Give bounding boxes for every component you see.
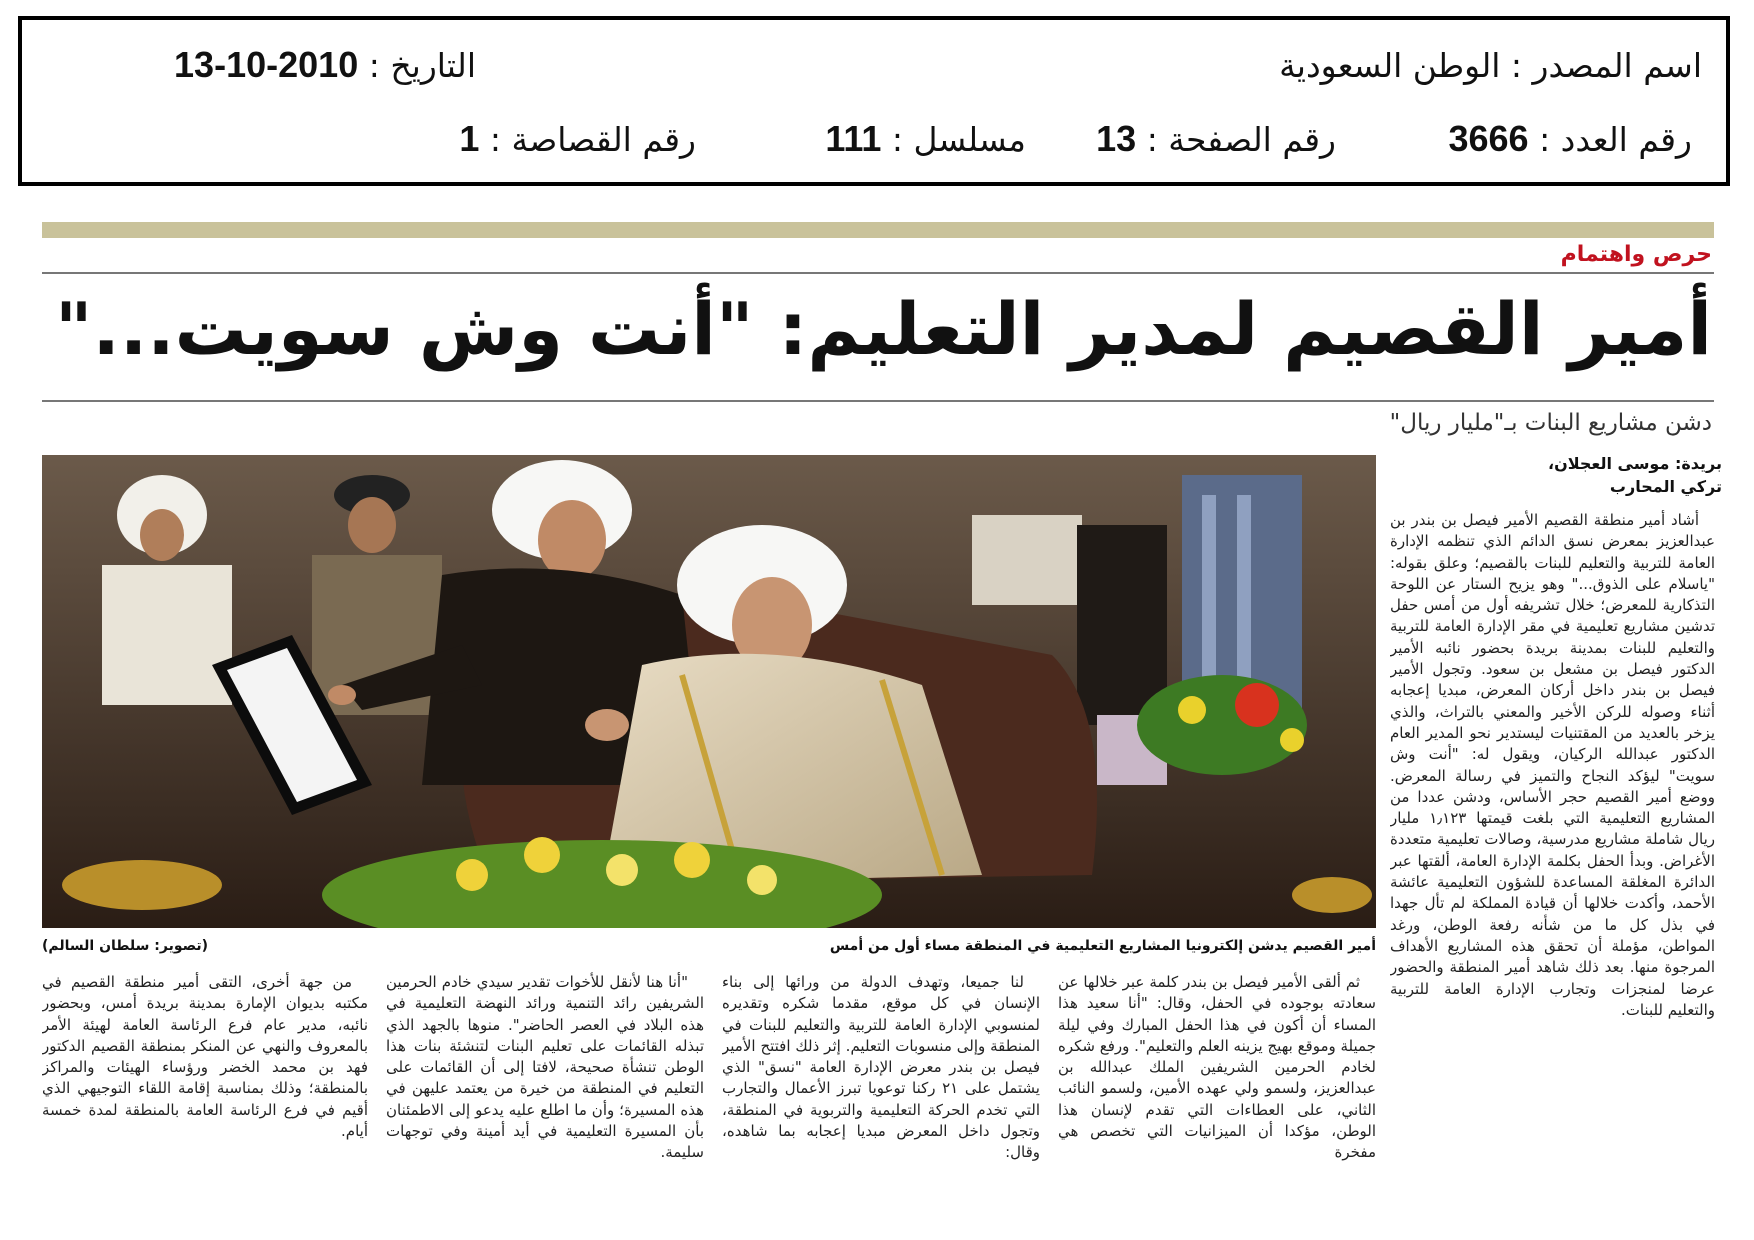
date-field [174,44,476,86]
article-photo [42,455,1376,928]
issue-value: 3666 [1448,118,1529,159]
clip-value: 1 [459,118,480,159]
article-column-5 [42,972,368,1210]
article-headline: أمير القصيم لمدير التعليم: "أنت وش سويت..." [55,287,1712,371]
section-divider [42,272,1714,274]
photo-caption-bar [42,938,1376,962]
article-column-4 [386,972,704,1210]
column-4-text: "أنا هنا لأنقل للأخوات تقدير سيدي خادم الحرمين الشريفين رائد التنمية ورائد النهضة التعليمية في هذه البلاد في العصر الحاضر". منوها بالجهد الذي تبذله القائمات على تعليم البنات لتنشئة بنات هذا الوطن تنشأة صحيحة، لافتا إلى أن القائمات على التعليم في المنطقة من خيرة من يعتمد عليهن في هذه المسيرة؛ وأن ما اطلع عليه يدعو إلى الاطمئنان بأن المسيرة التعليمية في أيد أمينة وفي توجهات سليمة. [386,973,704,1162]
clipping-metadata-box [18,16,1730,186]
article-column-1 [1390,510,1715,1210]
issue-label: رقم العدد : [1539,120,1692,159]
serial-label: مسلسل : [891,120,1026,159]
source-label: اسم المصدر : الوطن السعودية [1279,46,1702,85]
photo-illustration [42,455,1376,928]
byline-line-1: بريدة: موسى العجلان، [1548,454,1722,473]
headline-divider [42,400,1714,402]
clip-field [459,118,696,160]
byline-line-2: تركي المحارب [1609,477,1722,497]
clip-label: رقم القصاصة : [489,120,696,159]
column-3-text: لنا جميعا، وتهدف الدولة من ورائها إلى بناء الإنسان في كل موقع، مقدما شكره وتقديره لمنسوبي الإدارة العامة للتربية والتعليم للبنات في المنطقة وإلى منسوبات التعليم. إثر ذلك افتتح الأمير فيصل بن بندر معرض الإدارة العامة "نسق" الذي يشتمل على ٢١ ركنا توعويا تبرز الأعمال والتجارب التي تخدم الحركة التعليمية والتربوية في المنطقة، وتجول داخل المعرض مبديا إعجابه بما شاهده، وقال: [722,973,1040,1162]
date-value: 2010-10-13 [174,44,359,85]
page-value: 13 [1096,118,1137,159]
article-subheadline: دشن مشاريع البنات بـ"مليار ريال" [1389,410,1712,436]
serial-field [825,118,1026,160]
article-byline [1532,452,1722,498]
serial-value: 111 [825,118,882,159]
section-label: حرص واهتمام [1560,242,1712,267]
article-column-3 [722,972,1040,1210]
column-5-text: من جهة أخرى، التقى أمير منطقة القصيم في مكتبه بديوان الإمارة بمدينة بريدة أمس، وبحضور نائبه، مدير عام فرع الرئاسة العامة لهيئة الأمر بالمعروف والنهي عن المنكر بمنطقة القصيم الدكتور فهد بن محمد الخضر ورؤساء الهيئات والمراكز بالمنطقة؛ وذلك بمناسبة إقامة اللقاء التوجيهي الذي أقيم في فرع الرئاسة العامة بالمنطقة لمدة خمسة أيام. [42,973,368,1141]
page-field [1096,118,1336,160]
date-label: التاريخ : [368,46,476,85]
photo-credit: (تصوير: سلطان السالم) [42,938,209,954]
page-label: رقم الصفحة : [1146,120,1336,159]
photo-caption: أمير القصيم يدشن إلكترونيا المشاريع التعليمية في المنطقة مساء أول من أمس [829,938,1376,954]
top-band [42,222,1714,238]
column-2-text: ثم ألقى الأمير فيصل بن بندر كلمة عبر خلالها عن سعادته بوجوده في الحفل، وقال: "أنا سعيد هذا المساء أن أكون في هذا الحفل المبارك وفي ليلة جميلة وموقع بهيج يزينه العلم والتعليم". ورفع شكره لخادم الحرمين الشريفين الملك عبدالله بن عبدالعزيز، ولسمو ولي عهده الأمين، ولسمو النائب الثاني، على العطاءات التي تقدم لإنسان هذا الوطن، مؤكدا أن الميزانيات التي تخصص هي مفخرة [1058,973,1376,1162]
issue-field [1448,118,1692,160]
source-field [1279,46,1702,85]
column-1-text: أشاد أمير منطقة القصيم الأمير فيصل بن بندر بن عبدالعزيز بمعرض نسق الدائم الذي تنظمه الإدارة العامة للتربية والتعليم للبنات بالقصيم؛ وعلق بقوله: "ياسلام على الذوق..." وهو يزيح الستار عن اللوحة التذكارية للمعرض؛ خلال تشريفه أول من أمس حفل تدشين مشاريع تعليمية في مقر الإدارة العامة للتربية والتعليم للبنات بمدينة بريدة بحضور نائبه الأمير الدكتور فيصل بن مشعل بن سعود. وتجول الأمير فيصل بن بندر داخل أركان المعرض، مبديا إعجابه أثناء وصوله للركن الأخير والمعني بالتراث، والذي يزخر بالعديد من المقتنيات ليستدير نحو المدير العام الدكتور عبدالله الركيان، ويقول له: "أنت وش سويت" ليؤكد النجاح والتميز في رسالة المعرض. ووضع أمير القصيم حجر الأساس، ودشن عددا من المشاريع التعليمية التي بلغت قيمتها ١٫١٢٣ مليار ريال شاملة مشاريع مدرسية، وصالات تعليمية متعددة الأغراض. وبدأ الحفل بكلمة الإدارة العامة، ألقتها عبر الدائرة المغلقة المساعدة للشؤون التعليمية عائشة الأحمد، وأكدت خلالها أن قيادة المملكة لم تأل جهدا في بذل كل ما من شأنه رفعة الوطن، ورغد المواطن، مؤملة أن تحقق هذه المشاريع الأهداف المرجوة منها. بعد ذلك شاهد أمير المنطقة والحضور عرضا لمنجزات وتجارب الإدارة العامة للتربية والتعليم للبنات. [1390,511,1715,1019]
article-column-2 [1058,972,1376,1210]
